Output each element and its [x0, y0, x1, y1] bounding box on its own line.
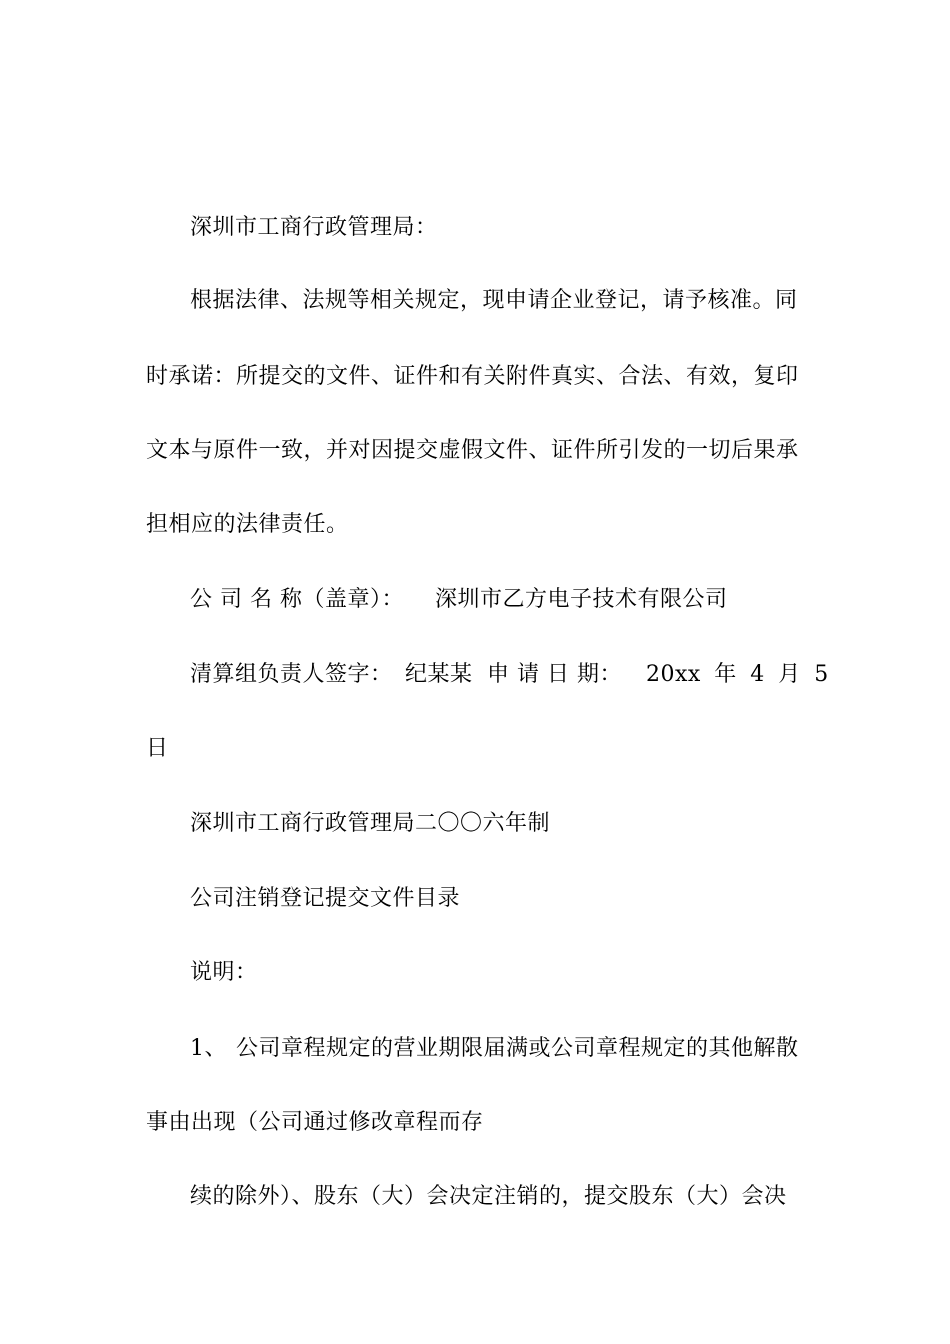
item-1-line-1: 公司章程规定的营业期限届满或公司章程规定的其他解散: [236, 1036, 799, 1061]
application-date-tail: 日: [146, 736, 169, 761]
company-name-label: 公 司 名 称（盖章）：: [190, 587, 404, 612]
item-1-number: 1、: [190, 1036, 227, 1061]
company-name-value: 深圳市乙方电子技术有限公司: [435, 587, 728, 612]
signer-name: 纪某某: [405, 662, 473, 687]
item-1-line-2: 事由出现（公司通过修改章程而存: [146, 1110, 484, 1135]
issuer-line: 深圳市工商行政管理局二〇〇六年制: [190, 811, 551, 836]
notes-label: 说明：: [190, 960, 258, 985]
addressee: 深圳市工商行政管理局：: [190, 215, 438, 240]
signature-label: 清算组负责人签字：: [190, 662, 393, 687]
catalog-title: 公司注销登记提交文件目录: [190, 886, 461, 911]
application-date-label: 申 请 日 期：: [487, 662, 622, 687]
declaration-line-2: 时承诺：所提交的文件、证件和有关附件真实、合法、有效，复印: [146, 364, 799, 389]
item-1-line-3: 续的除外）、股东（大）会决定注销的，提交股东（大）会决: [190, 1184, 787, 1209]
declaration-line-1: 根据法律、法规等相关规定，现申请企业登记，请予核准。同: [190, 288, 798, 313]
declaration-line-4: 担相应的法律责任。: [146, 512, 349, 537]
application-date-value: 20xx 年 4 月 5: [646, 662, 829, 687]
declaration-line-3: 文本与原件一致，并对因提交虚假文件、证件所引发的一切后果承: [146, 438, 799, 463]
